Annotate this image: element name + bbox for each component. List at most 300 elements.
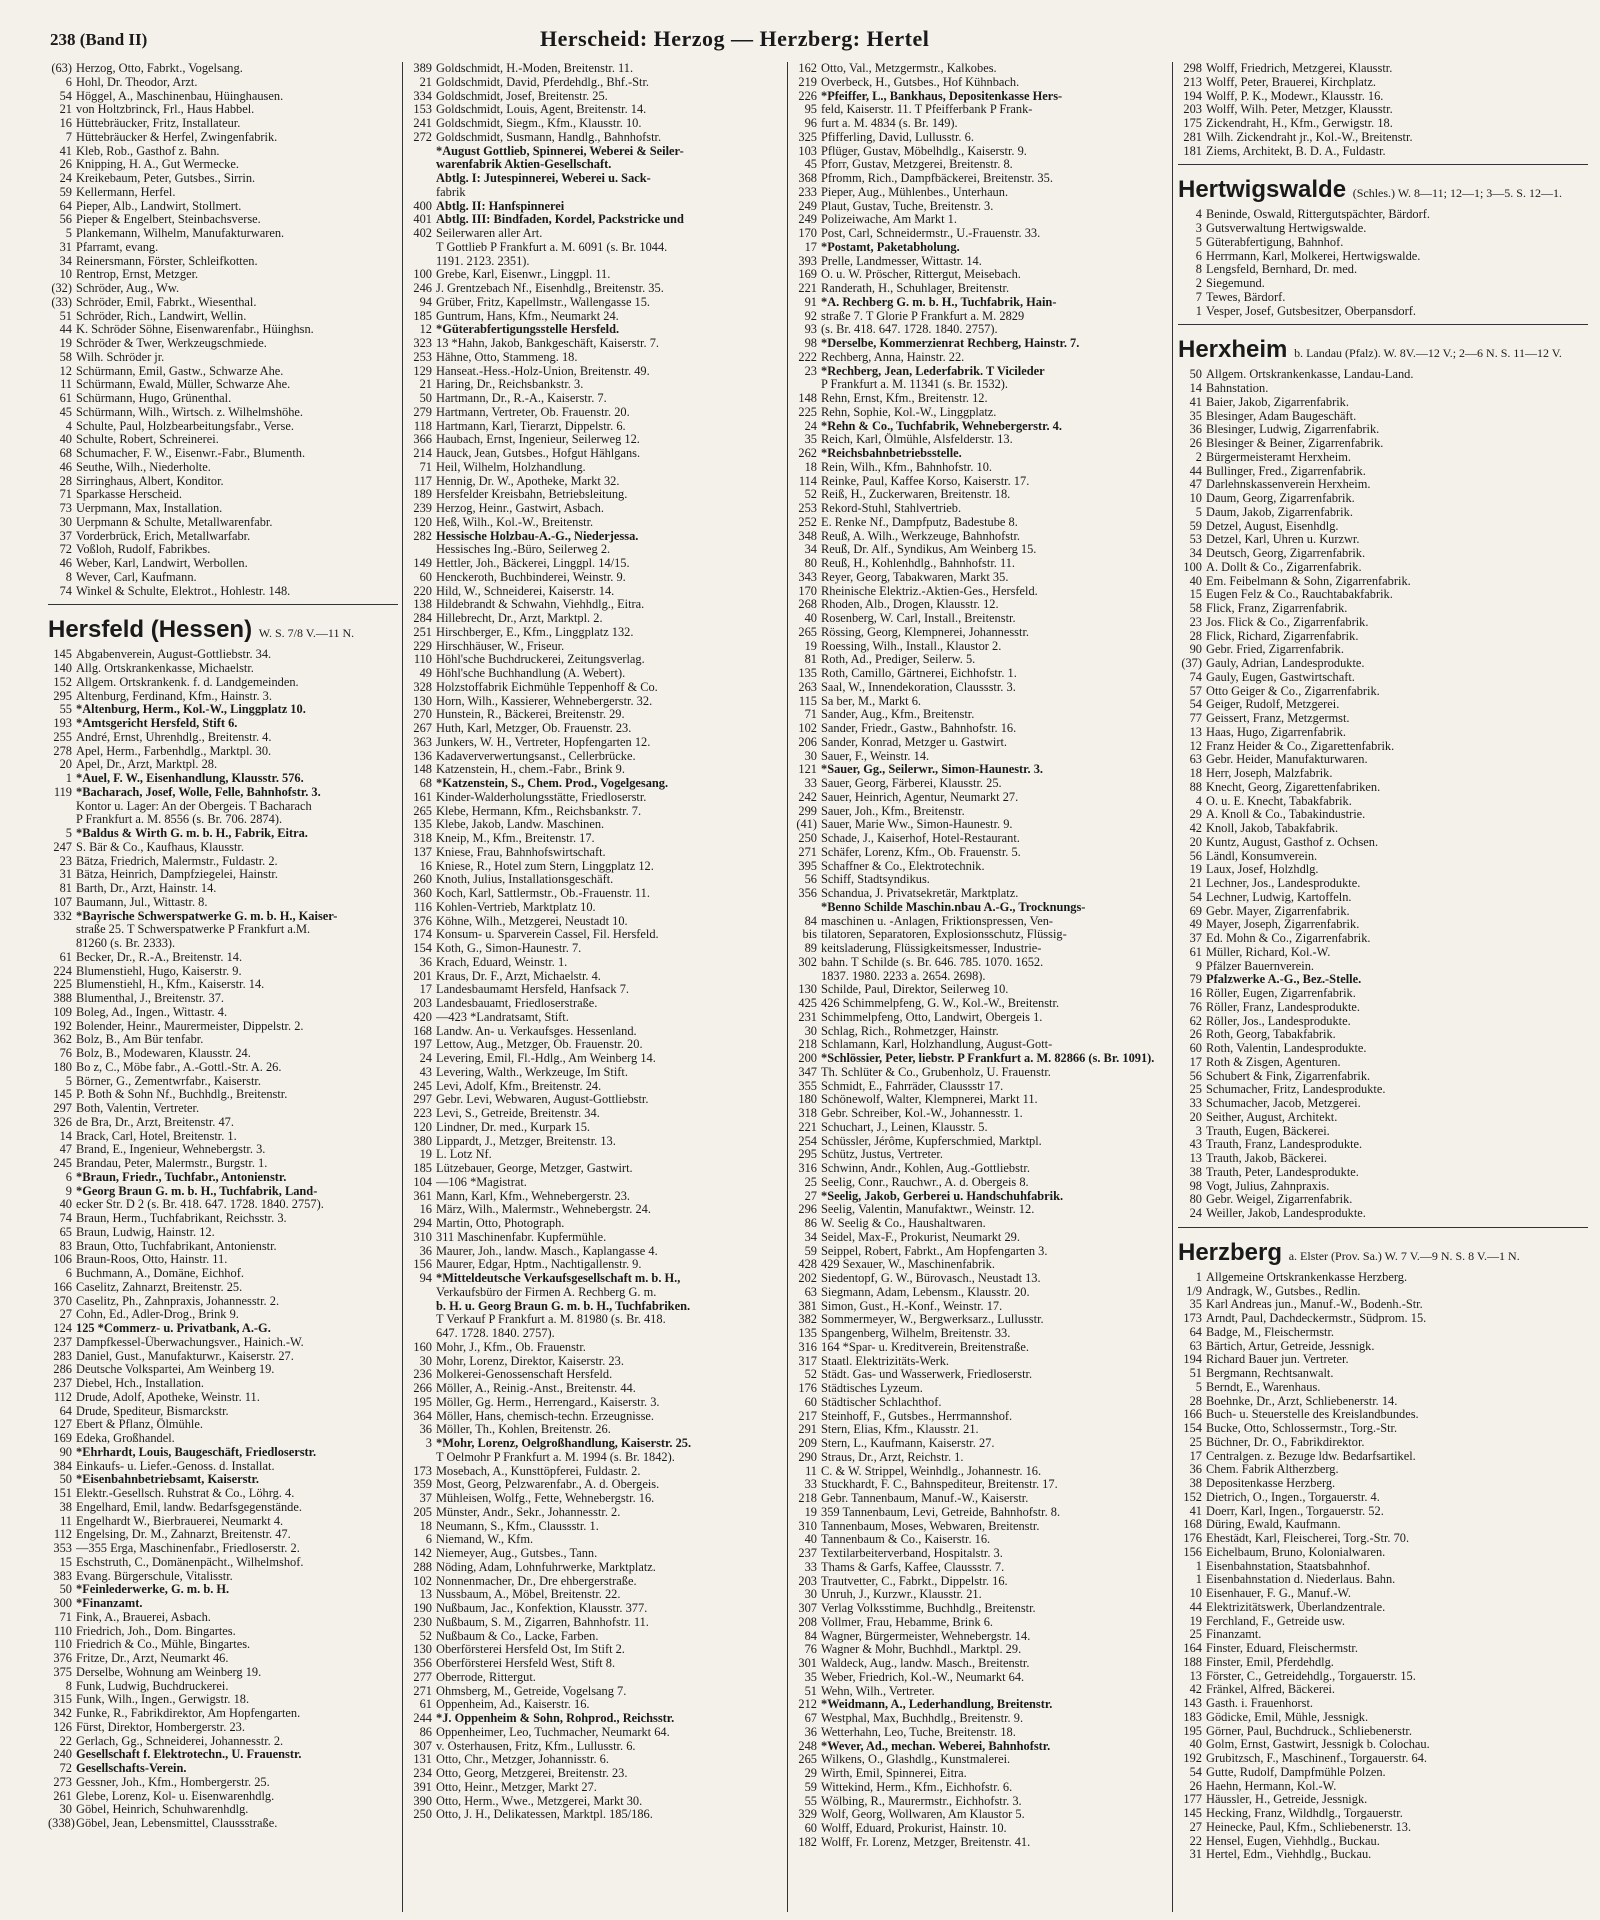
entry-text: *Pfeiffer, L., Bankhaus, Depositenkasse Hers- (821, 89, 1063, 103)
directory-entry (48, 461, 398, 475)
entry-text: Seelig, Conr., Rauchwr., A. d. Obergeis 8. (821, 1175, 1029, 1189)
phone-number: 91 (804, 295, 817, 309)
phone-number: 180 (798, 1093, 817, 1107)
directory-entry (48, 1693, 398, 1707)
entry-text: Molkerei-Genossenschaft Hersfeld. (436, 1368, 613, 1382)
phone-number: 61 (419, 1698, 432, 1712)
directory-entry (48, 1308, 398, 1322)
entry-text: Brack, Carl, Hotel, Breitenstr. 1. (76, 1129, 237, 1143)
directory-entry (48, 90, 398, 104)
entry-text: 81260 (s. Br. 2333). (76, 937, 176, 950)
phone-number: 102 (413, 1574, 432, 1588)
entry-text: Gutte, Rudolf, Dampfmühle Polzen. (1206, 1765, 1386, 1779)
entry-text: Knipping, H. A., Gut Wermecke. (76, 158, 239, 172)
directory-entry (408, 1657, 783, 1671)
phone-number: 126 (53, 1720, 72, 1734)
phone-number: 77 (1189, 712, 1202, 725)
phone-number: 130 (413, 694, 432, 708)
phone-number: 84 (804, 1629, 817, 1643)
phone-number: 56 (1189, 1069, 1202, 1083)
directory-entry (408, 681, 783, 695)
phone-number: 27 (804, 1189, 817, 1203)
directory-entry (408, 1726, 783, 1740)
phone-number: (338) (48, 1817, 75, 1830)
directory-entry (408, 323, 783, 337)
directory-entry (408, 1547, 783, 1561)
phone-number: 381 (798, 1299, 817, 1313)
directory-entry (1178, 1491, 1588, 1505)
phone-number: 231 (798, 1010, 817, 1024)
phone-number: 1 (1195, 304, 1202, 318)
phone-number: 2 (1195, 450, 1202, 464)
directory-entry (1178, 561, 1588, 575)
entry-text: Gauly, Adrian, Landesprodukte. (1206, 657, 1365, 670)
entry-text: Vogt, Julius, Zahnpraxis. (1206, 1179, 1330, 1193)
entry-text: E. Renke Nf., Dampfputz, Badestube 8. (821, 515, 1018, 529)
phone-number: 19 (1189, 863, 1202, 877)
directory-entry (48, 882, 398, 896)
directory-entry (1178, 1601, 1588, 1615)
directory-column-2 (408, 62, 783, 1912)
entry-text: Ziems, Architekt, B. D. A., Fuldastr. (1206, 144, 1386, 158)
phone-number: 270 (413, 708, 432, 722)
phone-number: 183 (1183, 1710, 1202, 1724)
phone-number: 290 (798, 1450, 817, 1464)
phone-number: 284 (413, 612, 432, 625)
phone-number: 45 (59, 405, 72, 419)
entry-text: Schubert & Fink, Zigarrenfabrik. (1206, 1069, 1371, 1083)
entry-text: Horn, Wilh., Kassierer, Wehnebergerstr. 32. (436, 694, 653, 708)
entry-text: Roth & Zisgen, Agenturen. (1206, 1055, 1341, 1069)
directory-entry (48, 1336, 398, 1350)
directory-entry (408, 186, 783, 200)
phone-number: 131 (413, 1753, 432, 1767)
directory-entry (793, 1588, 1168, 1602)
directory-entry (48, 447, 398, 461)
phone-number: 23 (1189, 615, 1202, 629)
entry-text: Möller, Gg. Herm., Herrengard., Kaiserstr. 3. (436, 1395, 660, 1409)
entry-text: Blumenstiehl, Hugo, Kaiserstr. 9. (76, 964, 242, 978)
directory-entry (1178, 1381, 1588, 1395)
phone-number: 67 (804, 1712, 817, 1725)
directory-entry (1178, 277, 1588, 291)
phone-number: 255 (53, 730, 72, 744)
entry-text: Schumacher, Jacob, Metzgerei. (1206, 1097, 1361, 1110)
entry-text: Rössing, Georg, Klempnerei, Johannesstr. (821, 625, 1029, 639)
phone-number: 229 (413, 639, 432, 653)
directory-entry (408, 378, 783, 392)
entry-text: Blesinger, Ludwig, Zigarrenfabrik. (1206, 423, 1380, 437)
entry-text: Eisenbahnstation d. Niederlaus. Bahn. (1206, 1573, 1396, 1587)
directory-entry (48, 772, 398, 786)
entry-text: Seither, August, Architekt. (1206, 1110, 1338, 1124)
phone-number: 359 (413, 1478, 432, 1492)
entry-text: Schröder, Emil, Fabrkt., Wiesenthal. (76, 295, 257, 309)
entry-text: Seuthe, Wilh., Niederholte. (76, 460, 211, 474)
entry-text: Hauck, Jean, Gutsbes., Hofgut Hählgans. (436, 447, 641, 460)
phone-number: 240 (53, 1748, 72, 1762)
directory-entry (1178, 396, 1588, 410)
directory-entry (48, 145, 398, 159)
entry-text: Plaut, Gustav, Tuche, Breitenstr. 3. (821, 199, 994, 213)
entry-text: Martin, Otto, Photograph. (436, 1217, 565, 1230)
directory-entry (793, 1781, 1168, 1795)
directory-entry (408, 598, 783, 612)
entry-text: Post, Carl, Schneidermstr., U.-Frauenstr. 33. (821, 227, 1041, 240)
section-divider (1178, 324, 1588, 325)
entry-text: Knecht, Georg, Zigarettenfabriken. (1206, 780, 1381, 794)
directory-entry (48, 172, 398, 186)
directory-entry (408, 873, 783, 887)
phone-number: 64 (59, 199, 72, 213)
place-hours: W. S. 7/8 V.—11 N. (258, 626, 355, 641)
entry-text: Braun-Roos, Otto, Hainstr. 11. (76, 1253, 228, 1267)
entry-text: Rheinische Elektriz.-Aktien-Ges., Hersfeld. (821, 584, 1038, 598)
phone-number: 356 (798, 887, 817, 900)
directory-entry (793, 1836, 1168, 1850)
directory-entry (408, 282, 783, 296)
directory-entry (408, 956, 783, 970)
directory-entry (408, 1616, 783, 1630)
phone-number: 239 (413, 502, 432, 515)
directory-entry (48, 282, 398, 296)
entry-text: Thams & Garfs, Kaffee, Claussstr. 7. (821, 1560, 1005, 1574)
directory-entry (1178, 1367, 1588, 1381)
entry-text: Westphal, Max, Buchhdlg., Breitenstr. 9. (821, 1712, 1024, 1725)
entry-text: Görner, Paul, Buchdruck., Schliebenerstr. (1206, 1724, 1412, 1738)
directory-entry (793, 186, 1168, 200)
entry-text: Städt. Gas- und Wasserwerk, Friedloserstr. (821, 1368, 1033, 1382)
directory-entry (793, 323, 1168, 337)
phone-number: 40 (804, 612, 817, 625)
directory-entry (408, 241, 783, 255)
phone-number: 8 (1195, 263, 1202, 277)
entry-text: Wirth, Emil, Spinnerei, Eitra. (821, 1767, 967, 1780)
phone-number: 302 (798, 955, 817, 969)
entry-text: Otto, Georg, Metzgerei, Breitenstr. 23. (436, 1767, 628, 1780)
directory-entry (48, 937, 398, 951)
entry-text: Heß, Wilh., Kol.-W., Breitenstr. (436, 515, 594, 529)
directory-entry (408, 1506, 783, 1520)
directory-entry (48, 351, 398, 365)
phone-number: 197 (413, 1038, 432, 1052)
directory-entry (793, 1795, 1168, 1809)
phone-number: 286 (53, 1363, 72, 1377)
directory-entry (48, 1116, 398, 1130)
entry-text: *A. Rechberg G. m. b. H., Tuchfabrik, Hain- (821, 295, 1057, 309)
entry-text: Hennig, Dr. W., Apotheke, Markt 32. (436, 474, 620, 488)
directory-entry (793, 626, 1168, 640)
directory-entry (1178, 1138, 1588, 1152)
phone-number: 233 (798, 185, 817, 199)
directory-entry (1178, 103, 1588, 117)
entry-text: Schandua, J. Privatsekretär, Marktplatz. (821, 887, 1019, 900)
directory-entry (793, 1726, 1168, 1740)
phone-number: 54 (59, 89, 72, 103)
directory-entry (793, 488, 1168, 502)
entry-text: Eisenhauer, F. G., Manuf.-W. (1206, 1587, 1351, 1600)
phone-number: 92 (804, 309, 817, 323)
entry-text: Verkaufsbüro der Firmen A. Rechberg G. m. (436, 1285, 657, 1299)
phone-number: 173 (1183, 1312, 1202, 1325)
directory-entry (1178, 1463, 1588, 1477)
entry-text: Schuchart, J., Leinen, Klausstr. 5. (821, 1120, 988, 1134)
entry-text: Einkaufs- u. Liefer.-Genoss. d. Installat. (76, 1459, 275, 1473)
entry-text: Pfalzwerke A.-G., Bez.-Stelle. (1206, 973, 1362, 987)
entry-text: Kneip, M., Kfm., Breitenstr. 17. (436, 832, 595, 845)
directory-entry (793, 1286, 1168, 1300)
entry-text: Maurer, Joh., landw. Masch., Kaplangasse 4. (436, 1244, 658, 1258)
phone-number: 316 (798, 1340, 817, 1354)
phone-number: 245 (413, 1079, 432, 1093)
directory-entry (1178, 410, 1588, 424)
phone-number: 281 (1183, 130, 1202, 144)
directory-entry (793, 1520, 1168, 1534)
phone-number: 279 (413, 405, 432, 419)
phone-number: 62 (1189, 1014, 1202, 1028)
entry-text: Hartmann, Vertreter, Ob. Frauenstr. 20. (436, 405, 630, 419)
entry-text: Dampfkessel-Überwachungsver., Hainich.-W. (76, 1335, 304, 1349)
directory-entry (793, 832, 1168, 846)
directory-entry (793, 667, 1168, 681)
entry-text: Detzel, Karl, Uhren u. Kurzwr. (1206, 533, 1360, 547)
directory-entry (793, 406, 1168, 420)
directory-entry (408, 530, 783, 544)
entry-text: Derselbe, Wohnung am Weinberg 19. (76, 1665, 262, 1679)
directory-entry (408, 1533, 783, 1547)
directory-entry (408, 1808, 783, 1822)
directory-entry (48, 855, 398, 869)
phone-number: 40 (1189, 574, 1202, 588)
directory-entry (408, 1520, 783, 1534)
phone-number: 225 (798, 405, 817, 419)
entry-text: Röller, Franz, Landesprodukte. (1206, 1000, 1360, 1014)
entry-text: Badge, M., Fleischermstr. (1206, 1325, 1335, 1339)
directory-entry (48, 1295, 398, 1309)
directory-entry (793, 337, 1168, 351)
phone-number: 63 (804, 1285, 817, 1299)
entry-text: Niemeyer, Aug., Gutsbes., Tann. (436, 1547, 598, 1560)
phone-number: 10 (59, 268, 72, 282)
entry-text: Nöding, Adam, Lohnfuhrwerke, Marktplatz. (436, 1560, 656, 1574)
entry-text: Rekord-Stuhl, Stahlvertrieb. (821, 502, 962, 515)
phone-number: 162 (798, 62, 817, 75)
directory-entry (408, 1258, 783, 1272)
entry-text: Sa ber, M., Markt 6. (821, 694, 921, 708)
phone-number: 5 (65, 227, 72, 240)
directory-entry (1178, 382, 1588, 396)
phone-number: 51 (59, 309, 72, 323)
phone-number: 120 (413, 1120, 432, 1134)
entry-text: *Rechberg, Jean, Lederfabrik. T Vicileder (821, 364, 1045, 378)
entry-text: Ohmsberg, M., Getreide, Vogelsang 7. (436, 1684, 627, 1698)
directory-entry (48, 1130, 398, 1144)
phone-number: 29 (1189, 808, 1202, 822)
entry-text: Höggel, A., Maschinenbau, Hüinghausen. (76, 89, 284, 103)
directory-entry (793, 447, 1168, 461)
phone-number: 244 (413, 1712, 432, 1725)
directory-entry (408, 447, 783, 461)
directory-entry (408, 1588, 783, 1602)
entry-text: —423 *Landratsamt, Stift. (436, 1010, 569, 1024)
entry-text: Wolff, Eduard, Prokurist, Hainstr. 10. (821, 1822, 1007, 1835)
phone-number: 395 (798, 859, 817, 873)
entry-text: Kraus, Dr. F., Arzt, Michaelstr. 4. (436, 969, 601, 983)
directory-entry (408, 1396, 783, 1410)
phone-number: 41 (59, 144, 72, 158)
phone-number: 247 (53, 840, 72, 854)
directory-entry (408, 736, 783, 750)
directory-entry (408, 1643, 783, 1657)
entry-text: Hüttebräucker, Fritz, Installateur. (76, 117, 241, 130)
entry-text: 13 *Hahn, Jakob, Bankgeschäft, Kaiserstr. 7. (436, 337, 659, 350)
phone-number: 69 (1189, 904, 1202, 918)
phone-number: 106 (53, 1253, 72, 1267)
entry-text: Rehn, Sophie, Kol.-W., Linggplatz. (821, 405, 997, 419)
directory-entry (48, 1487, 398, 1501)
entry-text: Gesellschaft f. Elektrotechn., U. Frauenstr. (76, 1748, 302, 1762)
phone-number: 18 (419, 1519, 432, 1533)
phone-number: 343 (798, 570, 817, 584)
entry-text: Funk, Wilh., Ingen., Gerwigstr. 18. (76, 1693, 250, 1707)
entry-text: Schürmann, Ewald, Müller, Schwarze Ahe. (76, 378, 291, 392)
entry-text: Ferchland, F., Getreide usw. (1206, 1614, 1345, 1628)
directory-entry (408, 337, 783, 351)
entry-text: Gutsverwaltung Hertwigswalde. (1206, 222, 1367, 235)
directory-entry (48, 420, 398, 434)
directory-entry (1178, 1395, 1588, 1409)
entry-text: Kuntz, August, Gasthof z. Ochsen. (1206, 835, 1379, 849)
directory-entry (48, 530, 398, 544)
directory-entry (408, 585, 783, 599)
entry-text: Wilkens, O., Glashdlg., Kunstmalerei. (821, 1753, 1011, 1767)
directory-entry (793, 1148, 1168, 1162)
phone-number: 328 (413, 680, 432, 694)
phone-number: 273 (53, 1775, 72, 1789)
phone-number: 61 (1189, 945, 1202, 959)
entry-text: Schade, J., Kaiserhof, Hotel-Restaurant. (821, 832, 1020, 845)
directory-entry (793, 158, 1168, 172)
phone-number: 253 (798, 502, 817, 515)
directory-entry (793, 475, 1168, 489)
directory-entry (793, 653, 1168, 667)
phone-number: 318 (413, 832, 432, 845)
entry-text: Caselitz, Zahnarzt, Breitenstr. 25. (76, 1280, 243, 1294)
directory-entry (793, 1671, 1168, 1685)
phone-number: 325 (798, 130, 817, 144)
phone-number: 104 (413, 1175, 432, 1189)
entry-text: Drude, Spediteur, Bismarckstr. (76, 1404, 229, 1418)
directory-entry (48, 1625, 398, 1639)
directory-entry (48, 1350, 398, 1364)
phone-number: 19 (804, 639, 817, 653)
entry-text: S. Bär & Co., Kaufhaus, Klausstr. (76, 840, 244, 854)
directory-entry (48, 1542, 398, 1556)
entry-text: K. Schröder Söhne, Eisenwarenfabr., Hüinghsn. (76, 323, 314, 337)
directory-entry (48, 676, 398, 690)
phone-number: 13 (1189, 1152, 1202, 1165)
phone-number: (63) (51, 62, 72, 75)
entry-text: Unruh, J., Kurzwr., Klausstr. 21. (821, 1588, 982, 1602)
directory-entry (408, 296, 783, 310)
entry-text: Siegemund. (1206, 277, 1265, 290)
directory-entry (793, 365, 1168, 379)
phone-number: 209 (798, 1437, 817, 1450)
phone-number: 100 (1183, 560, 1202, 574)
directory-entry (1178, 1298, 1588, 1312)
directory-entry (48, 1652, 398, 1666)
entry-text: Wolff, P. K., Modewr., Klausstr. 16. (1206, 89, 1384, 103)
phone-number: 353 (53, 1542, 72, 1555)
phone-number: 49 (419, 667, 432, 680)
phone-number: 17 (419, 983, 432, 997)
directory-entry (793, 1368, 1168, 1382)
phone-number: 25 (804, 1175, 817, 1189)
place-name: Hertwigswalde (1178, 176, 1353, 204)
entry-text: A. Dollt & Co., Zigarrenfabrik. (1206, 560, 1362, 574)
entry-text: T Gottlieb P Frankfurt a. M. 6091 (s. Br. 1044. (436, 240, 668, 254)
entry-text: Göbel, Jean, Lebensmittel, Claussstraße. (76, 1817, 278, 1830)
section-divider (48, 604, 398, 605)
entry-text: Maurer, Edgar, Hptm., Nachtigallenstr. 9. (436, 1258, 642, 1272)
entry-text: Haring, Dr., Reichsbankstr. 3. (436, 378, 584, 392)
directory-entry (1178, 918, 1588, 932)
entry-text: Otto, J. H., Delikatessen, Marktpl. 185/186. (436, 1808, 653, 1822)
directory-entry (793, 516, 1168, 530)
entry-text: Levering, Emil, Fl.-Hdlg., Am Weinberg 14. (436, 1052, 656, 1065)
directory-entry (793, 378, 1168, 392)
directory-entry (793, 117, 1168, 131)
entry-text: Gebr. Levi, Webwaren, August-Gottliebstr. (436, 1093, 649, 1107)
entry-text: 164 *Spar- u. Kreditverein, Breitenstraße. (821, 1340, 1029, 1354)
phone-number: 145 (1183, 1807, 1202, 1820)
directory-entry (408, 145, 783, 159)
phone-number: 64 (1189, 1325, 1202, 1339)
directory-entry (48, 1638, 398, 1652)
phone-number: 112 (53, 1390, 72, 1404)
directory-entry (793, 1506, 1168, 1520)
entry-text: *Ehrhardt, Louis, Baugeschäft, Friedloserstr. (76, 1445, 317, 1459)
entry-text: Nußbaum, S. M., Zigarren, Bahnhofstr. 11. (436, 1615, 649, 1629)
phone-number: 110 (53, 1638, 72, 1652)
phone-number: 86 (419, 1725, 432, 1739)
entry-text: Abtlg. II: Hanfspinnerei (436, 199, 565, 213)
entry-text: *Eisenbahnbetriebsamt, Kaiserstr. (76, 1473, 259, 1487)
phone-number: 262 (798, 447, 817, 460)
directory-entry (793, 1382, 1168, 1396)
entry-text: Landesbaumamt Hersfeld, Hanfsack 7. (436, 983, 630, 997)
directory-entry (408, 818, 783, 832)
phone-number: 24 (59, 172, 72, 185)
phone-number: 5 (1195, 505, 1202, 519)
entry-text: Klebe, Hermann, Kfm., Reichsbankstr. 7. (436, 804, 642, 818)
directory-entry (1178, 877, 1588, 891)
entry-text: Reiß, H., Zuckerwaren, Breitenstr. 18. (821, 488, 1011, 502)
directory-entry (48, 62, 398, 76)
phone-number: 33 (804, 777, 817, 790)
entry-text: feld, Kaiserstr. 11. T Pfeifferbank P Frank- (821, 103, 1033, 117)
directory-entry (408, 351, 783, 365)
entry-text: Winkel & Schulte, Elektrot., Hohlestr. 148. (76, 584, 291, 598)
entry-text: *Wever, Ad., mechan. Weberei, Bahnhofstr. (821, 1739, 1051, 1753)
entry-text: Glebe, Lorenz, Kol- u. Eisenwarenhdlg. (76, 1789, 275, 1803)
entry-text: Hillebrecht, Dr., Arzt, Marktpl. 2. (436, 612, 603, 625)
phone-number: 21 (59, 103, 72, 117)
phone-number: 31 (1189, 1848, 1202, 1862)
phone-number: 152 (1183, 1490, 1202, 1504)
entry-text: Cohn, Ed., Adler-Drog., Brink 9. (76, 1308, 239, 1322)
entry-text: Seilerwaren aller Art. (436, 227, 543, 240)
